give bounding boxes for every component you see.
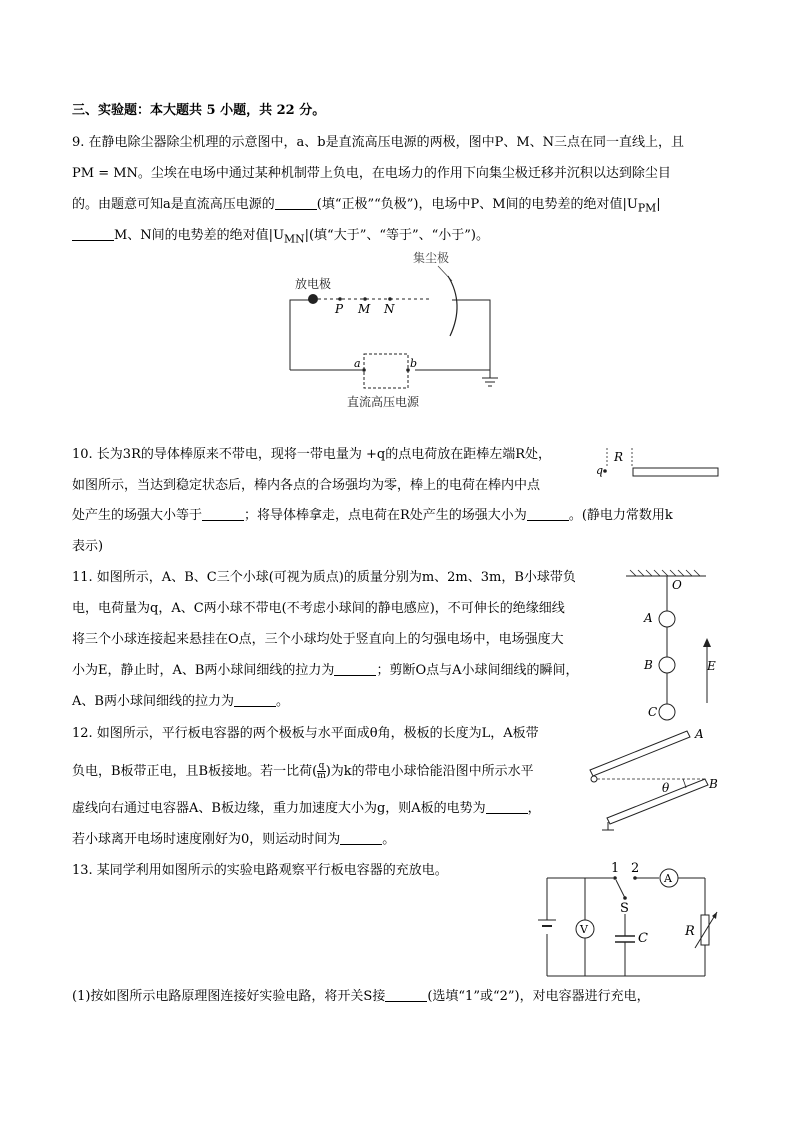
q11-line5-text-b: 。 [275, 694, 289, 709]
answer-blank[interactable] [340, 830, 382, 845]
terminal-a-label: a [354, 357, 361, 370]
point-m-label: M [358, 302, 371, 316]
q13-part1-text-b: (选填“1”或“2”)，对电容器进行充电， [427, 989, 650, 1004]
q10-line1: 10. 长为3R的导体棒原来不带电，现将一带电量为 +q的点电荷放在距棒左端R处， [72, 447, 552, 462]
answer-blank[interactable] [486, 799, 528, 814]
field-e-label: E [707, 659, 716, 673]
answer-blank[interactable] [334, 661, 376, 676]
point-n-label: N [384, 302, 395, 316]
point-p-label: P [335, 302, 344, 316]
ball-c-label: C [648, 705, 658, 719]
power-supply-box [364, 354, 408, 388]
collector-label: 集尘极 [413, 251, 450, 265]
q9-line3-text-b: (填“正极”“负极”)，电场中P、M间的电势差的绝对值|U [316, 197, 638, 212]
q11-line2: 电，电荷量为q，A、C两小球不带电(不考虑小球间的静电感应)，不可伸长的绝缘细线 [72, 601, 565, 616]
switch-pos-2-label: 2 [631, 861, 640, 876]
ball-a-label: A [644, 611, 653, 625]
q9-sub-mn: MN [284, 232, 305, 246]
q12-line2-text-a: 负电，B板带正电，且B板接地。若一比荷( [72, 764, 318, 779]
rod-diagram [590, 444, 730, 484]
collector-plate [448, 276, 457, 336]
conductor-rod [633, 468, 718, 476]
distance-r-label: R [614, 450, 624, 464]
terminal-b-label: b [410, 357, 418, 370]
switch-s [616, 880, 625, 898]
voltmeter-label: V [580, 923, 588, 936]
angle-theta-label: θ [662, 781, 670, 795]
plate-a-label: A [695, 727, 704, 741]
q12-line3-text-a: 虚线向右通过电容器A、B板边缘，重力加速度大小为g，则A板的电势为 [72, 801, 486, 816]
q10-line3-text-c: 。(静电力常数用k [568, 508, 673, 523]
q11-line3: 将三个小球连接起来悬挂在O点，三个小球均处于竖直向上的匀强电场中，电场强度大 [72, 632, 564, 647]
rheostat [701, 915, 709, 945]
q12-line1: 12. 如图所示，平行板电容器的两个极板与水平面成θ角，极板的长度为L，A板带 [72, 726, 539, 741]
answer-blank[interactable] [234, 692, 276, 707]
ratio-fraction [317, 762, 326, 781]
ball-b-label: B [644, 658, 653, 672]
emitter-electrode [308, 294, 318, 304]
charge-q-label: q [596, 464, 604, 477]
answer-blank[interactable] [275, 195, 317, 210]
q9-line4-text-a: M、N间的电势差的绝对值|U [114, 228, 285, 243]
q11-line5 [72, 692, 289, 712]
answer-blank[interactable] [72, 226, 114, 241]
circuit-diagram [535, 858, 725, 983]
q9-line3-text-a: 的。由题意可知a是直流高压电源的 [72, 197, 275, 212]
rheostat-label: R [685, 924, 695, 939]
switch-pos-1-label: 1 [611, 861, 620, 876]
q9-line1: 9. 在静电除尘器除尘机理的示意图中，a、b是直流高压电源的两极，图中P、M、N三点在同一直线上，且 [72, 135, 685, 150]
q10-line3-text-a: 处产生的场强大小等于 [72, 508, 203, 523]
q12-line3 [72, 799, 541, 819]
q10-line3-text-b: ；将导体棒拿走，点电荷在R处产生的场强大小为 [244, 508, 527, 523]
precipitator-diagram [280, 246, 520, 416]
plate-b [607, 779, 708, 824]
fraction-denominator: m [317, 771, 326, 781]
capacitor-plates-diagram [585, 722, 725, 832]
q12-line4-text-b: 。 [382, 832, 396, 847]
answer-blank[interactable] [202, 506, 244, 521]
q9-line4-text-c: |(填“大于”、“等于”、“小于”)。 [304, 228, 489, 243]
plate-b-label: B [709, 777, 718, 791]
point-charge [603, 469, 607, 473]
charged-ball [591, 776, 597, 782]
switch-s-label: S [620, 901, 629, 916]
point-o-label: O [672, 578, 682, 592]
q13-line1: 13. 某同学利用如图所示的实验电路观察平行板电容器的充放电。 [72, 863, 448, 878]
q12-line3-text-b: ， [527, 801, 541, 816]
section-title: 三、实验题：本大题共 5 小题，共 22 分。 [72, 103, 326, 118]
q10-line3 [72, 506, 673, 526]
q11-line4-text-a: 小为E，静止时，A、B两小球间细线的拉力为 [72, 663, 335, 678]
fraction-numerator: q [318, 761, 325, 771]
q12-line4-text-a: 若小球离开电场时速度刚好为0，则运动时间为 [72, 832, 341, 847]
emitter-label: 放电极 [295, 277, 332, 291]
answer-blank[interactable] [385, 987, 427, 1002]
capacitor-label: C [638, 931, 648, 946]
q10-line2: 如图所示，当达到稳定状态后，棒内各点的合场强均为零，棒上的电荷在棒内中点 [72, 478, 541, 493]
ball-b [659, 657, 675, 673]
hanging-balls-diagram [620, 568, 720, 723]
q11-line4 [72, 661, 578, 681]
q11-line5-text-a: A、B两小球间细线的拉力为 [72, 694, 234, 709]
ammeter-label: A [664, 872, 672, 885]
answer-blank[interactable] [527, 506, 569, 521]
q9-line3 [72, 195, 661, 219]
plate-a [590, 731, 690, 776]
q13-part1 [72, 987, 650, 1007]
q9-line3-text-d: | [656, 197, 661, 212]
ball-c [659, 704, 675, 720]
q13-part1-text-a: (1)按如图所示电路原理图连接好实验电路，将开关S接 [72, 989, 386, 1004]
q10-line4: 表示) [72, 539, 104, 554]
q9-sub-pm: PM [637, 201, 657, 215]
q11-line1: 11. 如图所示，A、B、C三个小球(可视为质点)的质量分别为m、2m、3m，B小球带负 [72, 570, 576, 585]
q11-line4-text-b: ；剪断O点与A小球间细线的瞬间， [376, 663, 579, 678]
q12-line4 [72, 830, 395, 850]
q12-line2-text-b: )为k的带电小球恰能沿图中所示水平 [325, 764, 534, 779]
q9-line2: PM = MN。尘埃在电场中通过某种机制带上负电，在电场力的作用下向集尘极迁移并沉积以达到除尘目 [72, 166, 671, 181]
q12-line2 [72, 762, 534, 782]
supply-label: 直流高压电源 [347, 395, 420, 409]
ball-a [659, 611, 675, 627]
